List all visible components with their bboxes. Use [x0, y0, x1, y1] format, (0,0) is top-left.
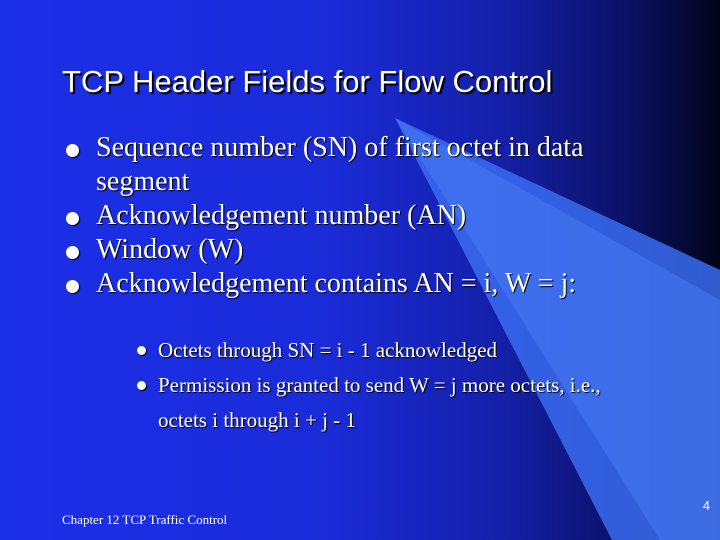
- slide-footer: Chapter 12 TCP Traffic Control: [62, 512, 228, 527]
- sub-bullet-text: Octets through SN = i - 1 acknowledged: [158, 338, 498, 362]
- sub-bullet-icon: [137, 381, 146, 390]
- bullet-text: Sequence number (SN) of first octet in data segment: [96, 132, 584, 197]
- page-number: 4: [702, 498, 710, 513]
- sub-bullet-icon: [137, 346, 146, 355]
- bullet-icon: [66, 144, 79, 157]
- sub-bullet-text: Permission is granted to send W = j more octets, i.e., octets i through i + j - 1: [158, 373, 601, 432]
- bullet-icon: [66, 280, 79, 293]
- bullet-item: [62, 233, 682, 267]
- bullet-icon: [66, 212, 79, 225]
- bullet-item: [62, 131, 682, 199]
- bullet-text: Acknowledgement contains AN = i, W = j:: [96, 268, 577, 299]
- bullet-item: [62, 199, 682, 233]
- bullet-item: [62, 267, 682, 301]
- slide-title: TCP Header Fields for Flow Control: [62, 64, 553, 99]
- bullet-list: [62, 131, 682, 301]
- bullet-text: Window (W): [96, 234, 244, 265]
- sub-bullet-item: [134, 333, 654, 368]
- bullet-text: Acknowledgement number (AN): [96, 200, 467, 231]
- sub-bullet-item: [134, 368, 654, 438]
- sub-bullet-list: [134, 333, 654, 438]
- bullet-icon: [66, 246, 79, 259]
